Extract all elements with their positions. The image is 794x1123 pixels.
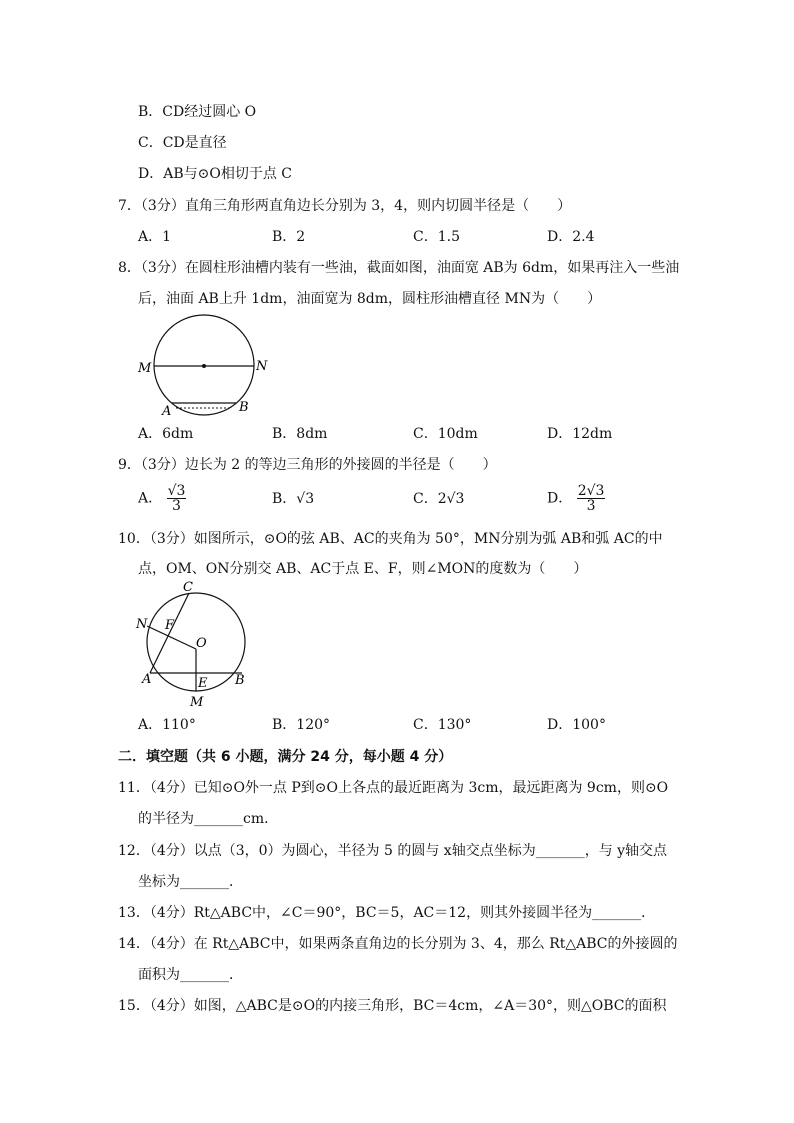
q10-label-o: O xyxy=(196,636,207,651)
q8-figure xyxy=(132,312,282,420)
q12-text-1: 12．（4分）以点（3，0）为圆心，半径为 5 的圆与 x轴交点坐标为_______，与 y轴交点 xyxy=(118,843,668,859)
q9-d-fraction xyxy=(577,484,606,513)
q7-option-b: B．2 xyxy=(272,229,306,245)
q9-b-value: √3 xyxy=(296,491,315,507)
q8-option-a: A．6dm xyxy=(138,426,194,442)
q6-option-c: C．CD是直径 xyxy=(138,135,227,151)
q11-text-2: 的半径为_______cm． xyxy=(138,811,279,827)
q10-figure xyxy=(132,580,262,710)
q10-label-m: M xyxy=(190,695,204,710)
q9-option-c xyxy=(413,489,464,509)
q10-option-a: A．110° xyxy=(138,717,196,733)
q14-text-1: 14．（4分）在 Rt△ABC中，如果两条直角边的长分别为 3、4，那么 Rt△ABC的外接圆的 xyxy=(118,936,678,952)
q9-option-b xyxy=(272,489,314,509)
q10-option-d: D．100° xyxy=(547,717,606,733)
q7-option-c: C．1.5 xyxy=(413,229,460,245)
q9-a-numerator: √3 xyxy=(167,483,186,499)
q8-option-b: B．8dm xyxy=(272,426,328,442)
q8-label-m: M xyxy=(138,361,152,376)
q9-d-prefix: D． xyxy=(547,490,573,507)
q13-text: 13．（4分）Rt△ABC中，∠C＝90°，BC＝5，AC＝12，则其外接圆半径为_______． xyxy=(118,905,656,921)
q15-text: 15．（4分）如图，△ABC是⊙O的内接三角形，BC＝4cm，∠A＝30°，则△OBC的面积 xyxy=(118,998,667,1014)
q10-text-2: 点，OM、ON分别交 AB、AC于点 E、F，则∠MON的度数为（ ） xyxy=(138,561,588,577)
q10-label-n: N xyxy=(136,617,148,632)
q8-option-c: C．10dm xyxy=(413,426,478,442)
q10-text-1: 10．（3分）如图所示，⊙O的弦 AB、AC的夹角为 50°，MN分别为弧 AB和弧 AC的中 xyxy=(118,531,663,547)
q6-option-b: B．CD经过圆心 O xyxy=(138,104,257,120)
q8-text-1: 8．（3分）在圆柱形油槽内装有一些油，截面如图，油面宽 AB为 6dm，如果再注入一些油 xyxy=(118,260,680,276)
q8-center-dot xyxy=(202,364,206,368)
q9-option-a xyxy=(138,484,186,513)
q9-text: 9．（3分）边长为 2 的等边三角形的外接圆的半径是（ ） xyxy=(118,457,497,473)
section-2-heading: 二．填空题（共 6 小题，满分 24 分，每小题 4 分） xyxy=(118,749,453,765)
q8-label-a: A xyxy=(162,404,172,419)
q10-label-a: A xyxy=(142,672,152,687)
q9-c-prefix: C． xyxy=(413,491,438,507)
q10-label-c: C xyxy=(183,580,193,595)
q8-label-b: B xyxy=(239,400,249,415)
q7-option-d: D．2.4 xyxy=(547,229,595,245)
q10-label-f: F xyxy=(165,618,175,633)
q9-a-prefix: A． xyxy=(138,490,163,507)
q9-c-value: 2√3 xyxy=(437,491,465,507)
q14-text-2: 面积为_______． xyxy=(138,967,243,983)
q9-b-prefix: B． xyxy=(272,491,297,507)
q10-label-b: B xyxy=(235,673,245,688)
q7-option-a: A．1 xyxy=(138,229,172,245)
q8-text-2: 后，油面 AB上升 1dm，油面宽为 8dm，圆柱形油槽直径 MN为（ ） xyxy=(138,291,602,307)
q9-a-denominator: 3 xyxy=(172,498,181,514)
q9-d-numerator: 2√3 xyxy=(577,483,605,499)
q10-label-e: E xyxy=(198,676,208,691)
q10-option-c: C．130° xyxy=(413,717,472,733)
q8-option-d: D．12dm xyxy=(547,426,613,442)
q11-text-1: 11．（4分）已知⊙O外一点 P到⊙O上各点的最近距离为 3cm，最远距离为 9cm，则⊙O xyxy=(118,780,669,796)
q9-option-d xyxy=(547,484,605,513)
q10-option-b: B．120° xyxy=(272,717,331,733)
q8-label-n: N xyxy=(256,359,268,374)
q12-text-2: 坐标为_______． xyxy=(138,874,243,890)
q6-option-d: D．AB与⊙O相切于点 C xyxy=(138,166,292,182)
q9-d-denominator: 3 xyxy=(586,498,596,514)
q9-a-fraction xyxy=(167,484,187,513)
q10-chord-ac xyxy=(150,593,189,673)
q7-text: 7．（3分）直角三角形两直角边长分别为 3，4，则内切圆半径是（ ） xyxy=(118,198,572,214)
